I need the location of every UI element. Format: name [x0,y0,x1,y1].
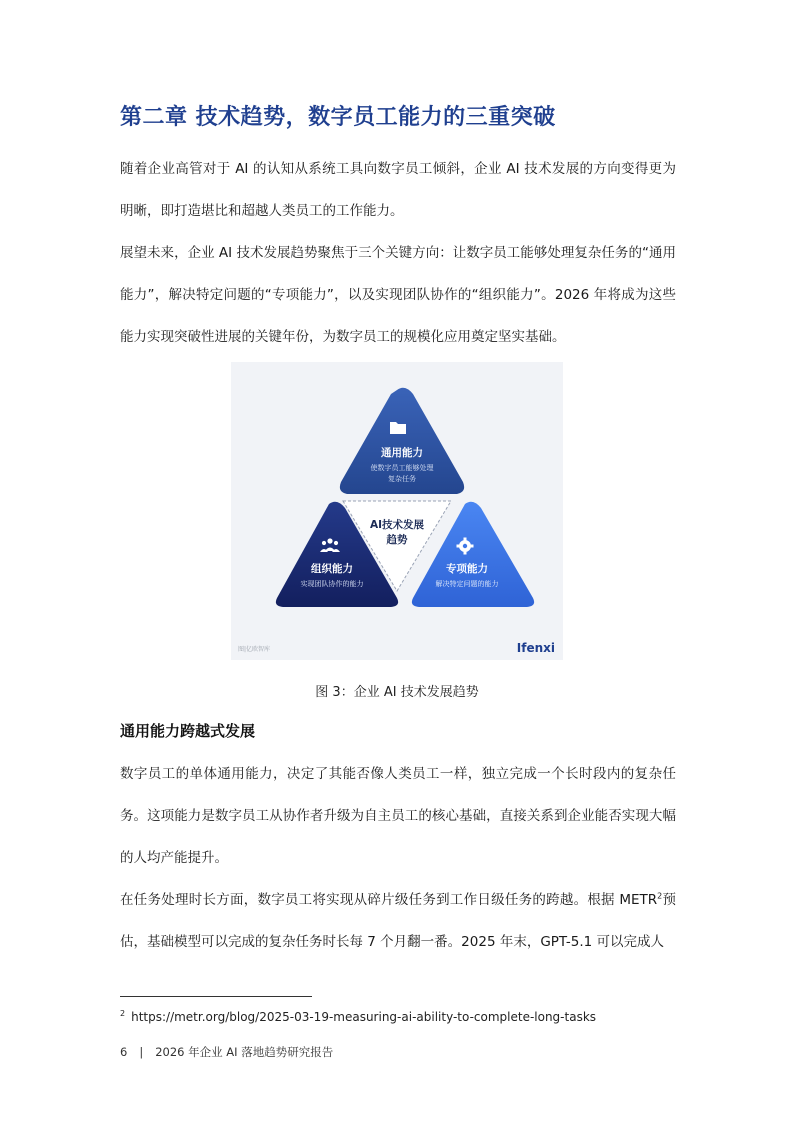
page-number: 6 [120,1045,128,1059]
intro-paragraph-2: 展望未来，企业 AI 技术发展趋势聚焦于三个关键方向：让数字员工能够处理复杂任务的“通用能力”，解决特定问题的“专项能力”，以及实现团队协作的“组织能力”。2026 年将成为这些能力实现突破性进展的关键年份，为数字员工的规模化应用奠定坚实基础。 [120,245,676,345]
special-desc: 解决特定问题的能力 [435,580,499,588]
section-title: 通用能力跨越式发展 [120,722,256,740]
figure-source: 图|亿欧智库 [238,646,271,653]
section-paragraph-1: 数字员工的单体通用能力，决定了其能否像人类员工一样，独立完成一个长时段内的复杂任务。这项能力是数字员工从协作者升级为自主员工的核心基础，直接关系到企业能否实现大幅的人均产能提升。 [120,766,676,866]
footnote-ref[interactable]: 2 [657,891,663,901]
figure-caption: 图 3：企业 AI 技术发展趋势 [315,685,479,700]
trend-diagram [231,362,563,660]
page-footer [120,1044,333,1060]
center-title: AI技术发展 [369,519,425,531]
general-desc-2: 复杂任务 [388,475,416,483]
footnote-divider [120,996,312,997]
report-title: 2026 年企业 AI 落地趋势研究报告 [155,1045,334,1059]
intro-paragraph-1: 随着企业高管对于 AI 的认知从系统工具向数字员工倾斜，企业 AI 技术发展的方向变得更为明晰，即打造堪比和超越人类员工的工作能力。 [120,161,676,219]
center-subtitle: 趋势 [386,534,408,546]
special-title: 专项能力 [446,563,488,575]
section-p2-before: 在任务处理时长方面，数字员工将实现从碎片级任务到工作日级任务的跨越。根据 METR [120,892,658,908]
organization-title: 组织能力 [311,563,353,575]
section-paragraph-2 [120,879,676,963]
organization-desc: 实现团队协作的能力 [300,580,364,588]
trend-figure [231,362,563,660]
footnote [120,1009,596,1024]
footnote-number: 2 [120,1009,126,1018]
footer-separator: | [139,1045,144,1059]
logo-text: Ifenxi [516,641,555,655]
section-p2-after: 预估，基础模型可以完成的复杂任务时长每 7 个月翻一番。2025 年末，GPT-5.1 可以完成人 [120,892,676,950]
chapter-title: 第二章 技术趋势，数字员工能力的三重突破 [120,105,556,130]
general-desc-1: 使数字员工能够处理 [370,464,434,472]
general-title: 通用能力 [381,447,423,459]
footnote-url[interactable]: https://metr.org/blog/2025-03-19-measuring-ai-ability-to-complete-long-tasks [131,1010,597,1024]
ifenxi-logo [517,641,555,655]
